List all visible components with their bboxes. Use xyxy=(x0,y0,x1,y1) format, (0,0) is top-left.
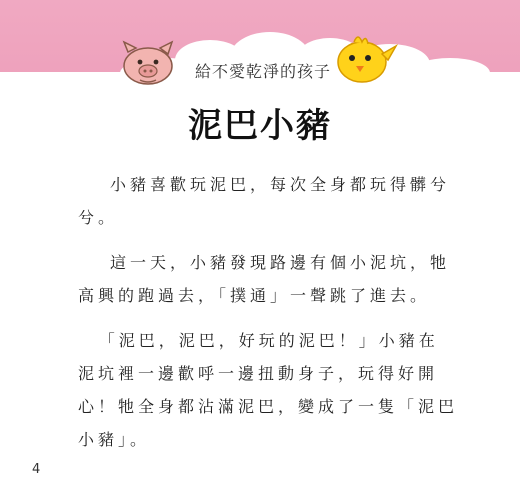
chick-icon xyxy=(330,28,400,88)
story-paragraph: 這一天，小豬發現路邊有個小泥坑，牠高興的跑過去，「撲通」一聲跳了進去。 xyxy=(78,253,451,305)
story-text xyxy=(78,168,458,456)
series-title: 給不愛乾淨的孩子 xyxy=(194,61,331,81)
pig-icon xyxy=(118,40,184,86)
header-cloud xyxy=(410,58,490,88)
page-number: 4 xyxy=(32,462,41,477)
story-paragraph: 小豬喜歡玩泥巴，每次全身都玩得髒兮兮。 xyxy=(78,175,451,227)
chapter-title: 泥巴小豬 xyxy=(188,106,332,146)
story-paragraph: 「泥巴，泥巴，好玩的泥巴！」小豬在泥坑裡一邊歡呼一邊扭動身子，玩得好開心！牠全身都沾滿泥巴，變成了一隻「泥巴小豬」。 xyxy=(78,331,459,449)
